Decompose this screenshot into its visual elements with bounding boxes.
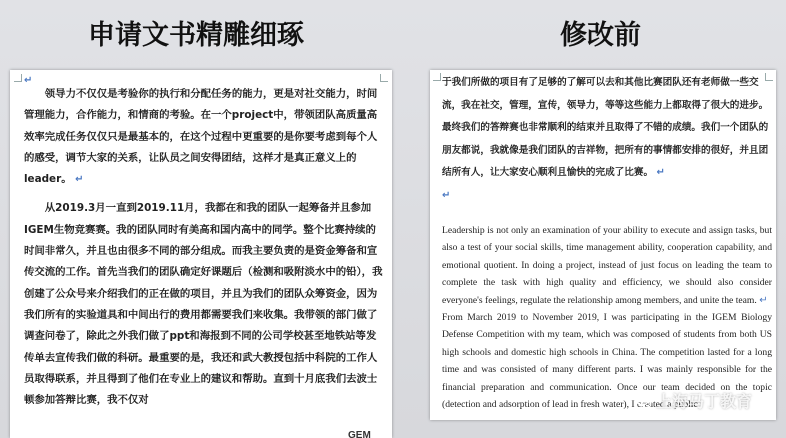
return-arrow-icon: ↵: [71, 174, 84, 186]
watermark-subtitle: X—NEW: [712, 410, 759, 419]
english-paragraph-2: From March 2019 to November 2019, I was participating in the IGEM Biology Defense Competition with my team, which was composed of students from both US high schools and domestic high schools in China. The competition lasted for a long time and was consisted of many different parts. I was mainly responsible for the financial preparation and communication. Once our team decided on the topic (detection and adsorption of lead in fresh water), I created a public: [442, 312, 772, 411]
left-document-page: [10, 70, 392, 438]
left-paragraph-2: 从2019.3月一直到2019.11月，我都在和我的团队一起筹备并且参加IGEM生物竞赛赛。我的团队同时有美高和国内高中的同学。整个比赛持续的时间非常久，并且也由很多不同的部分组成。而我主要负责的是资金筹备和宣传交流的工作。首先当我们的团队确定好课题后（检测和吸附淡水中的铅），我创建了公众号来介绍我们的正在做的项目，并且为我们的团队众筹资金，因为我们所有的实验道具和中间出行的费用都需要我们来收集。我带领的部门做了调查问卷了，除此之外我们做了ppt和海报到不同的公司学校甚至地铁站等发传单去宣传我们做的科研。最重要的是，我还和武大教授包括中科院的工作人员取得联系，并且得到了他们在专业上的建议和帮助。直到十月底我们去波士顿参加答辩比赛，我不仅对: [24, 202, 383, 407]
page-corner-mark: [433, 73, 441, 81]
left-body-text: [24, 70, 386, 411]
return-arrow-icon: ↵: [756, 294, 768, 306]
watermark: 上海马丁教育: [636, 389, 752, 412]
bottom-partial-text: GEM: [348, 430, 371, 438]
left-paragraph-1: 领导力不仅仅是考验你的执行和分配任务的能力，更是对社交能力，时间管理能力，合作能力，和情商的考验。在一个project中，带领团队高质量高效率完成任务仅仅只是最基本的，在这个过程中更重要的是你要考虑到每个人的感受，调节大家的关系，让队员之间安得团结，这样才是真正意义上的leader。 ↵: [24, 88, 378, 186]
return-arrow-icon: ↵: [442, 189, 451, 201]
right-chinese-text: 于我们所做的项目有了足够的了解可以去和其他比赛团队还有老师做一些交流，我在社交，管理，宣传，领导力，等等这些能力上都取得了很大的进步。最终我们的答辩赛也非常顺利的结束并且取得了不错的成绩。我们一个团队的朋友都说，我就像是我们团队的吉祥物，把所有的事情都安排的很好，并且团结所有人，让大家安心顺利且愉快的完成了比赛。 ↵ ↵: [442, 77, 769, 201]
left-heading: 申请文书精雕细琢: [88, 20, 304, 51]
right-document-page: [430, 70, 776, 420]
english-paragraph-1: Leadership is not only an examination of your ability to execute and assign tasks, but also a test of your social skills, time management ability, cooperation capability, and emotional quotient. In doing a project, instead of just focus on leading the team to complete the task with high quality and efficiency, we should also consider everyone's feelings, regulate the relationship among members, and unite the team. ↵: [442, 225, 772, 306]
return-arrow-icon: ↵: [653, 167, 665, 179]
right-english-text: [442, 222, 772, 413]
wechat-icon: [636, 394, 652, 410]
page-corner-mark: [14, 74, 22, 82]
right-heading: 修改前: [560, 20, 641, 51]
paragraph-mark-row: [24, 70, 386, 84]
return-arrow-icon: ↵: [24, 75, 33, 86]
